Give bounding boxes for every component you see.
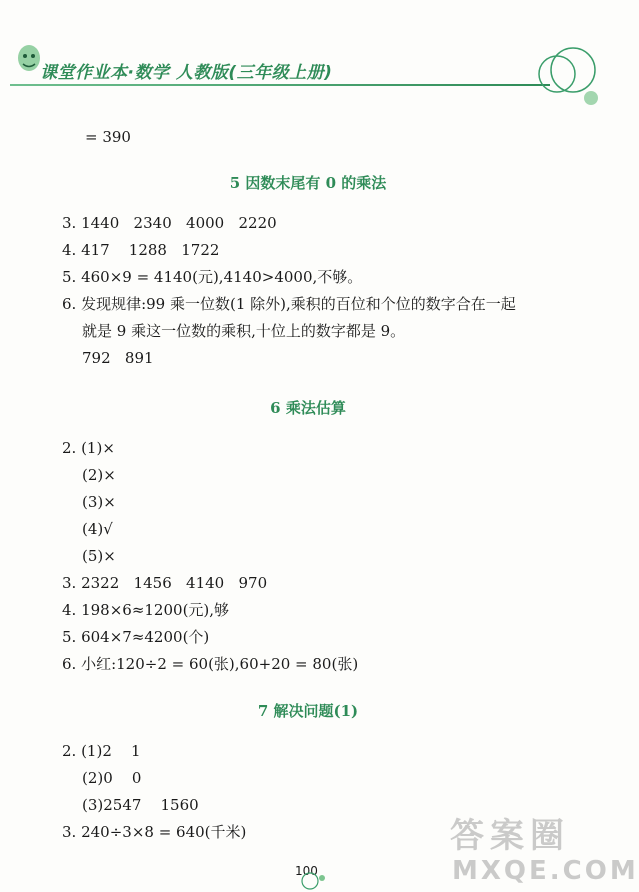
answer-line: 6. 发现规律:99 乘一位数(1 除外),乘积的百位和个位的数字合在一起 (62, 295, 516, 313)
answer-line: 2. (1)2 1 (62, 742, 141, 760)
watermark-top: 答案圈 (450, 816, 570, 856)
answer-line: (2)× (82, 466, 116, 484)
answer-line: (3)× (82, 493, 116, 511)
answer-line: 4. 417 1288 1722 (62, 241, 220, 259)
answer-line: 5. 604×7≈4200(个) (62, 628, 210, 646)
carryover-line: = 390 (85, 128, 131, 146)
answer-line: (5)× (82, 547, 116, 565)
answer-line: 792 891 (82, 349, 154, 367)
section-heading-6: 6 乘法估算 (270, 399, 346, 417)
page-number: 100 (295, 864, 318, 878)
answer-line: 就是 9 乘这一位数的乘积,十位上的数字都是 9。 (82, 322, 406, 340)
answer-line: 3. 2322 1456 4140 970 (62, 574, 268, 592)
answer-line: 3. 1440 2340 4000 2220 (62, 214, 277, 232)
answer-line: 5. 460×9 = 4140(元),4140>4000,不够。 (62, 268, 363, 286)
answer-line: (4)√ (82, 520, 113, 538)
watermark (438, 808, 639, 892)
header-divider (10, 84, 550, 86)
header-title: 课堂作业本·数学 人教版(三年级上册) (40, 63, 333, 83)
section-heading-7: 7 解决问题(1) (257, 702, 359, 720)
page-header (0, 0, 616, 110)
decorative-circles-icon (525, 40, 605, 110)
answer-line: 4. 198×6≈1200(元),够 (62, 601, 230, 619)
answer-line: 2. (1)× (62, 439, 115, 457)
page-ornament-icon (296, 872, 336, 890)
answer-line: (2)0 0 (82, 769, 142, 787)
section-heading-5: 5 因数末尾有 0 的乘法 (229, 174, 387, 192)
answer-line: 3. 240÷3×8 = 640(千米) (62, 823, 247, 841)
answer-line: (3)2547 1560 (82, 796, 199, 814)
answer-line: 6. 小红:120÷2 = 60(张),60+20 = 80(张) (62, 655, 359, 673)
watermark-bottom: MXQE.COM (452, 856, 639, 886)
